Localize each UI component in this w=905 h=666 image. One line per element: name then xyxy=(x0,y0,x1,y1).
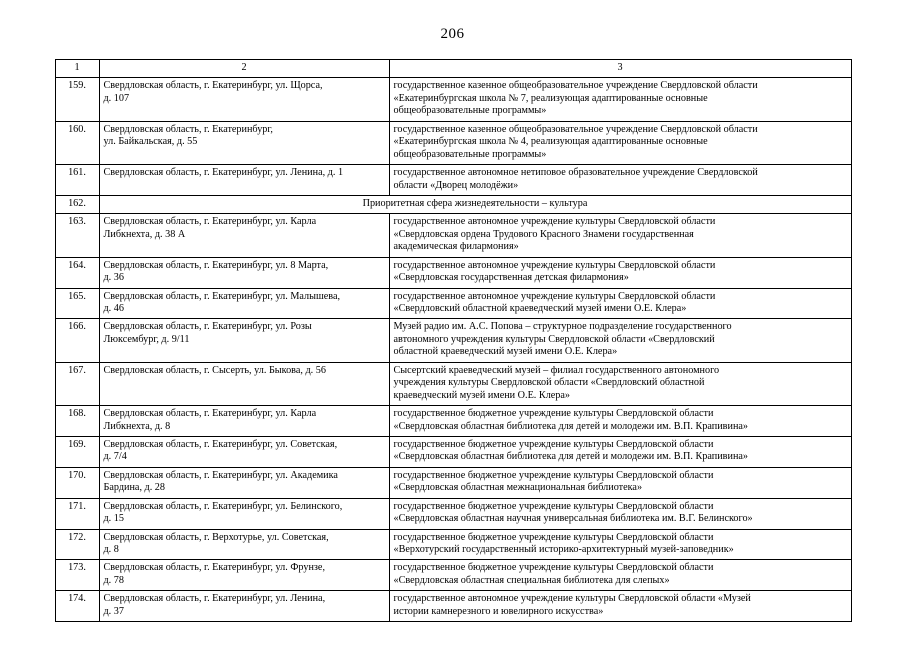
organization-name xyxy=(389,214,851,257)
table-row xyxy=(55,529,851,560)
organization-name-line: «Свердловская областная библиотека для детей и молодежи им. В.П. Крапивина» xyxy=(393,451,749,463)
organization-name-line: краеведческий музей имени О.Е. Клера» xyxy=(393,389,571,401)
organization-name xyxy=(389,362,851,405)
row-number: 161. xyxy=(55,165,99,196)
row-number: 171. xyxy=(55,498,99,529)
organization-name-line: академическая филармония» xyxy=(393,241,519,253)
row-number: 166. xyxy=(55,319,99,362)
organization-name-line: государственное бюджетное учреждение культуры Свердловской области xyxy=(393,500,714,512)
address-line: д. 37 xyxy=(103,605,124,617)
table-row xyxy=(55,560,851,591)
organization-name xyxy=(389,498,851,529)
organization-name-line: государственное бюджетное учреждение культуры Свердловской области xyxy=(393,438,714,450)
organization-address xyxy=(99,436,389,467)
address-line: Свердловская область, г. Екатеринбург, ул. 8 Марта, xyxy=(103,259,329,271)
address-line: Свердловская область, г. Верхотурье, ул. Советская, xyxy=(103,531,329,543)
table-row xyxy=(55,288,851,319)
organization-address xyxy=(99,121,389,164)
table-row xyxy=(55,362,851,405)
organization-address xyxy=(99,406,389,437)
organization-name-line: государственное бюджетное учреждение культуры Свердловской области xyxy=(393,469,714,481)
organization-name xyxy=(389,560,851,591)
organization-name-line: государственное бюджетное учреждение культуры Свердловской области xyxy=(393,562,714,574)
table-row xyxy=(55,436,851,467)
table-row xyxy=(55,257,851,288)
organization-name xyxy=(389,319,851,362)
organization-name-line: государственное бюджетное учреждение культуры Свердловской области xyxy=(393,531,714,543)
organization-name-line: «Свердловский областной краеведческий музей имени О.Е. Клера» xyxy=(393,303,687,314)
organization-name-line: «Екатеринбургская школа № 7, реализующая адаптированные основные xyxy=(393,92,708,104)
address-line: д. 15 xyxy=(103,513,124,525)
organization-name-line: общеобразовательные программы» xyxy=(393,148,547,160)
organization-name-line: Музей радио им. А.С. Попова – структурное подразделение государственного xyxy=(393,321,732,333)
organization-name-line: государственное автономное учреждение культуры Свердловской области xyxy=(393,216,716,228)
table-row xyxy=(55,319,851,362)
organization-name-line: государственное казенное общеобразовательное учреждение Свердловской области xyxy=(393,80,758,92)
organization-name xyxy=(389,165,851,196)
row-number: 167. xyxy=(55,362,99,405)
organization-address xyxy=(99,214,389,257)
row-number: 170. xyxy=(55,467,99,498)
address-line: Свердловская область, г. Екатеринбург, ул. Академика xyxy=(103,469,338,481)
organization-name-line: «Свердловская областная библиотека для детей и молодежи им. В.П. Крапивина» xyxy=(393,420,749,432)
table-row xyxy=(55,78,851,121)
organization-name-line: государственное автономное нетиповое образовательное учреждение Свердловской xyxy=(393,167,758,179)
address-line: Люксембург, д. 9/11 xyxy=(103,333,190,345)
organization-name xyxy=(389,529,851,560)
address-line: Либкнехта, д. 38 А xyxy=(103,228,186,240)
organization-name-line: государственное автономное учреждение культуры Свердловской области xyxy=(393,259,716,271)
organization-name xyxy=(389,78,851,121)
organization-name-line: «Свердловская областная научная универсальная библиотека им. В.Г. Белинского» xyxy=(393,513,753,525)
section-title: Приоритетная сфера жизнедеятельности – культура xyxy=(99,195,851,213)
column-header-3: 3 xyxy=(389,60,851,78)
table-container xyxy=(55,59,851,622)
organization-address xyxy=(99,591,389,622)
organization-name-line: областной краеведческий музей имени О.Е. Клера» xyxy=(393,346,618,358)
address-line: Свердловская область, г. Екатеринбург, ул. Карла xyxy=(103,408,317,420)
table-header-row xyxy=(55,60,851,78)
address-line: Свердловская область, г. Сысерть, ул. Быкова, д. 56 xyxy=(103,364,326,376)
table-row xyxy=(55,121,851,164)
address-line: ул. Байкальская, д. 55 xyxy=(103,136,198,148)
address-line: Свердловская область, г. Екатеринбург, ул. Белинского, xyxy=(103,500,343,512)
organization-name-line: Сысертский краеведческий музей – филиал государственного автономного xyxy=(393,364,720,376)
organization-name xyxy=(389,591,851,622)
table-row xyxy=(55,195,851,213)
address-line: Свердловская область, г. Екатеринбург, ул. Розы xyxy=(103,321,312,333)
organization-address xyxy=(99,498,389,529)
row-number: 165. xyxy=(55,288,99,319)
organization-address xyxy=(99,288,389,319)
address-line: Бардина, д. 28 xyxy=(103,482,165,494)
address-line: Свердловская область, г. Екатеринбург, xyxy=(103,123,273,135)
organization-name-line: области «Дворец молодёжи» xyxy=(393,179,519,191)
organization-name-line: государственное автономное учреждение культуры Свердловской области «Музей xyxy=(393,593,751,605)
organization-name-line: общеобразовательные программы» xyxy=(393,105,547,117)
table-row xyxy=(55,498,851,529)
address-line: Свердловская область, г. Екатеринбург, ул. Советская, xyxy=(103,438,338,450)
organization-name-line: «Свердловская государственная детская филармония» xyxy=(393,272,629,284)
organization-name xyxy=(389,467,851,498)
address-line: д. 107 xyxy=(103,92,130,104)
address-line: Свердловская область, г. Екатеринбург, ул. Карла xyxy=(103,216,317,228)
organization-address xyxy=(99,257,389,288)
address-line: Свердловская область, г. Екатеринбург, ул. Ленина, д. 1 xyxy=(103,167,344,179)
table-row xyxy=(55,165,851,196)
organization-name-line: автономного учреждения культуры Свердловской области «Свердловский xyxy=(393,333,715,345)
organization-name xyxy=(389,288,851,319)
organization-name-line: «Свердловская областная специальная библиотека для слепых» xyxy=(393,574,670,586)
organization-address xyxy=(99,467,389,498)
organization-name-line: учреждения культуры Свердловской области «Свердловский областной xyxy=(393,377,705,389)
table-row xyxy=(55,467,851,498)
organization-name-line: государственное автономное учреждение культуры Свердловской области xyxy=(393,290,716,302)
row-number: 162. xyxy=(55,195,99,213)
column-header-2: 2 xyxy=(99,60,389,78)
organization-name xyxy=(389,406,851,437)
organization-name-line: государственное казенное общеобразовательное учреждение Свердловской области xyxy=(393,123,758,135)
row-number: 160. xyxy=(55,121,99,164)
organization-address xyxy=(99,362,389,405)
table-row xyxy=(55,406,851,437)
organization-address xyxy=(99,319,389,362)
organization-name-line: истории камнерезного и ювелирного искусства» xyxy=(393,605,604,617)
row-number: 159. xyxy=(55,78,99,121)
organization-name xyxy=(389,436,851,467)
organization-address xyxy=(99,165,389,196)
row-number: 172. xyxy=(55,529,99,560)
row-number: 169. xyxy=(55,436,99,467)
address-line: д. 46 xyxy=(103,303,124,314)
page-number: 206 xyxy=(440,26,465,42)
row-number: 164. xyxy=(55,257,99,288)
organization-name-line: «Свердловская ордена Трудового Красного Знамени государственная xyxy=(393,228,694,240)
address-line: д. 7/4 xyxy=(103,451,127,463)
organization-name-line: государственное бюджетное учреждение культуры Свердловской области xyxy=(393,408,714,420)
organization-address xyxy=(99,78,389,121)
organization-name-line: «Верхотурский государственный историко-архитектурный музей-заповедник» xyxy=(393,544,734,555)
table-row xyxy=(55,214,851,257)
address-line: д. 78 xyxy=(103,574,124,586)
organization-address xyxy=(99,529,389,560)
row-number: 168. xyxy=(55,406,99,437)
organizations-table xyxy=(55,59,852,622)
address-line: Свердловская область, г. Екатеринбург, ул. Малышева, xyxy=(103,290,341,302)
table-body xyxy=(55,60,851,622)
organization-name-line: «Екатеринбургская школа № 4, реализующая адаптированные основные xyxy=(393,136,708,148)
address-line: Свердловская область, г. Екатеринбург, ул. Фрунзе, xyxy=(103,562,325,574)
address-line: Либкнехта, д. 8 xyxy=(103,420,171,432)
address-line: Свердловская область, г. Екатеринбург, ул. Ленина, xyxy=(103,593,326,605)
address-line: д. 8 xyxy=(103,544,119,555)
organization-address xyxy=(99,560,389,591)
address-line: д. 36 xyxy=(103,272,124,284)
organization-name xyxy=(389,257,851,288)
address-line: Свердловская область, г. Екатеринбург, ул. Щорса, xyxy=(103,80,323,92)
row-number: 174. xyxy=(55,591,99,622)
organization-name xyxy=(389,121,851,164)
row-number: 173. xyxy=(55,560,99,591)
row-number: 163. xyxy=(55,214,99,257)
table-row xyxy=(55,591,851,622)
column-header-1: 1 xyxy=(55,60,99,78)
organization-name-line: «Свердловская областная межнациональная библиотека» xyxy=(393,482,643,494)
